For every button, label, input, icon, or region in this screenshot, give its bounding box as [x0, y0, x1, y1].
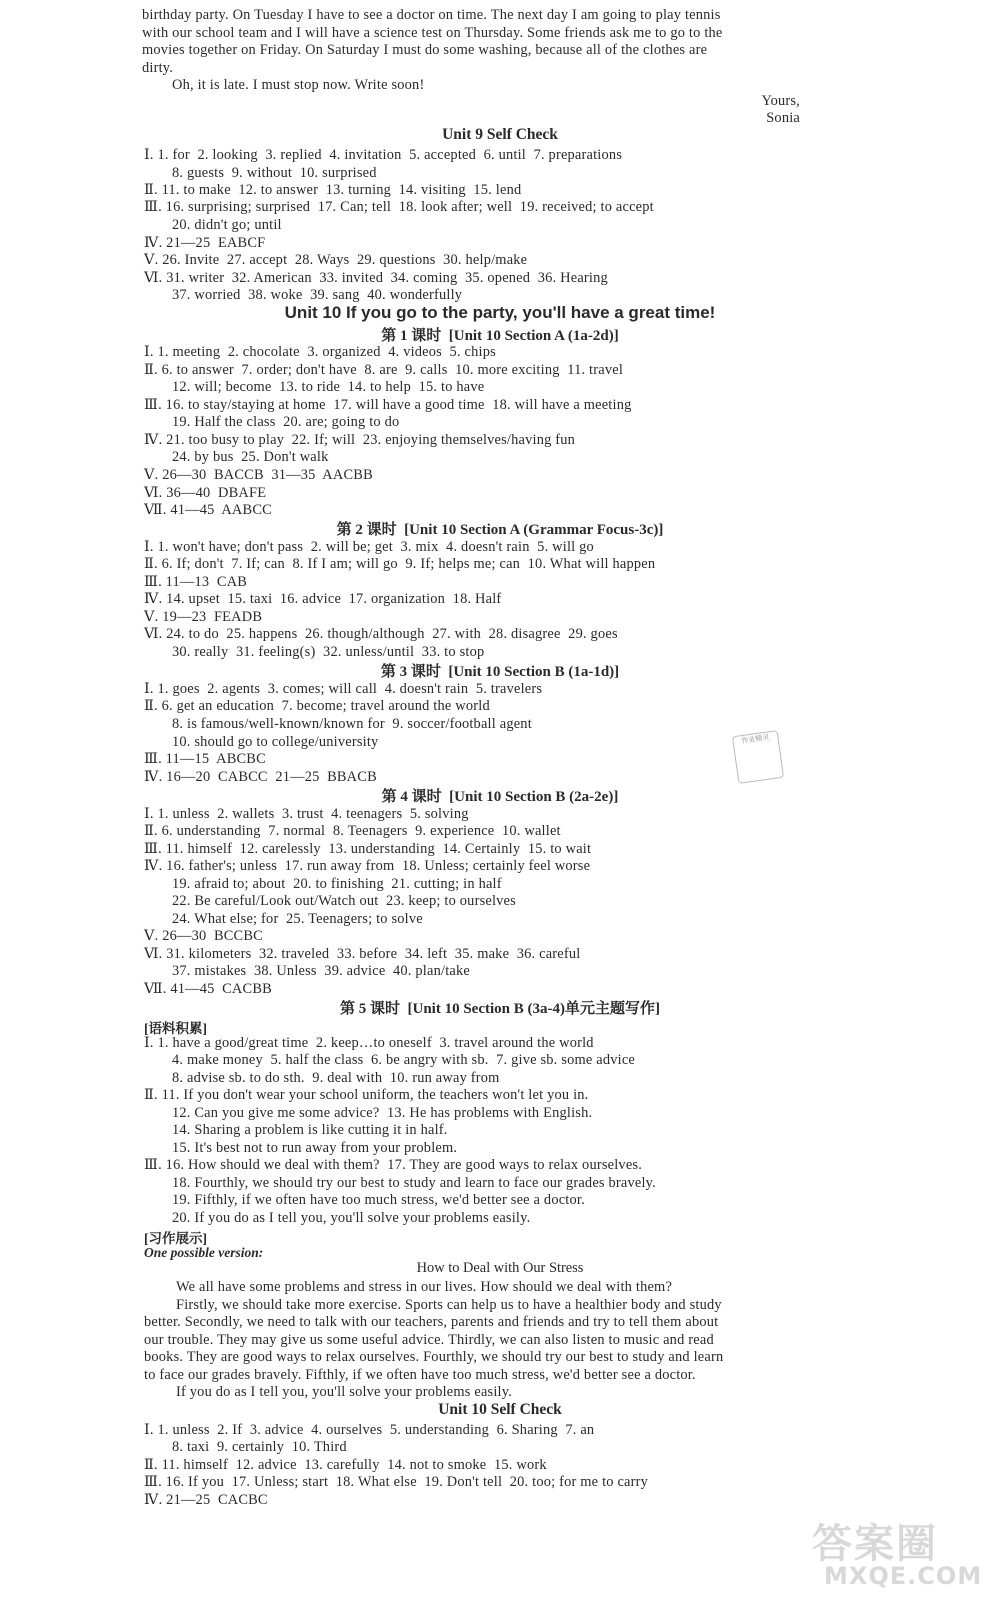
- stamp-text: 作业精灵: [741, 733, 770, 746]
- answer-line: Ⅱ. 11. to make 12. to answer 13. turning 14. visiting 15. lend: [144, 182, 522, 198]
- answer-line: Ⅰ. 1. for 2. looking 3. replied 4. invitation 5. accepted 6. until 7. preparations: [144, 147, 623, 163]
- answer-line: 18. Fourthly, we should try our best to study and learn to face our grades bravely.: [172, 1175, 656, 1191]
- section-tag: [习作展示]: [144, 1231, 207, 1246]
- answer-line: 15. It's best not to run away from your problem.: [172, 1140, 458, 1156]
- answer-line: Ⅴ. 26—30 BCCBC: [144, 928, 263, 944]
- essay-line: If you do as I tell you, you'll solve your problems easily.: [176, 1384, 512, 1400]
- answer-line: Ⅰ. 1. have a good/great time 2. keep…to oneself 3. travel around the world: [144, 1035, 594, 1051]
- answer-line: 37. mistakes 38. Unless 39. advice 40. plan/take: [172, 963, 470, 979]
- watermark-logo: [802, 1512, 982, 1592]
- answer-line: Ⅲ. 11—15 ABCBC: [144, 751, 266, 767]
- answer-line: Ⅳ. 14. upset 15. taxi 16. advice 17. organization 18. Half: [144, 591, 502, 607]
- letter-line: dirty.: [142, 60, 174, 76]
- letter-line: birthday party. On Tuesday I have to see a doctor on time. The next day I am going to play tennis: [142, 7, 721, 23]
- answer-line: Ⅲ. 16. How should we deal with them? 17. They are good ways to relax ourselves.: [144, 1157, 643, 1173]
- answer-line: 8. guests 9. without 10. surprised: [172, 165, 377, 181]
- answer-line: 8. advise sb. to do sth. 9. deal with 10. run away from: [172, 1070, 500, 1086]
- answer-line: Ⅳ. 16. father's; unless 17. run away from 18. Unless; certainly feel worse: [144, 858, 591, 874]
- answer-line: Ⅲ. 16. to stay/staying at home 17. will have a good time 18. will have a meeting: [144, 397, 632, 413]
- answer-line: 12. Can you give me some advice? 13. He has problems with English.: [172, 1105, 593, 1121]
- answer-line: Ⅱ. 11. himself 12. advice 13. carefully 14. not to smoke 15. work: [144, 1457, 547, 1473]
- letter-line: Oh, it is late. I must stop now. Write soon!: [172, 77, 425, 93]
- answer-line: 19. Half the class 20. are; going to do: [172, 414, 400, 430]
- answer-line: Ⅱ. 11. If you don't wear your school uniform, the teachers won't let you in.: [144, 1087, 589, 1103]
- answer-line: Ⅳ. 21. too busy to play 22. If; will 23. enjoying themselves/having fun: [144, 432, 576, 448]
- answer-line: Ⅰ. 1. unless 2. wallets 3. trust 4. teenagers 5. solving: [144, 806, 469, 822]
- essay-line: our trouble. They may give us some useful advice. Thirdly, we can also listen to music and read: [144, 1332, 714, 1348]
- answer-line: Ⅲ. 11. himself 12. carelessly 13. understanding 14. Certainly 15. to wait: [144, 841, 592, 857]
- answer-line: Ⅲ. 16. If you 17. Unless; start 18. What else 19. Don't tell 20. too; for me to carry: [144, 1474, 649, 1490]
- answer-line: 37. worried 38. woke 39. sang 40. wonderfully: [172, 287, 463, 303]
- essay-title: How to Deal with Our Stress: [416, 1260, 584, 1276]
- letter-line: with our school team and I will have a science test on Thursday. Some friends ask me to go to the: [142, 25, 723, 41]
- section-title: Unit 9 Self Check: [442, 126, 558, 143]
- answer-line: Ⅲ. 16. surprising; surprised 17. Can; tell 18. look after; well 19. received; to accept: [144, 199, 654, 215]
- answer-line: Ⅵ. 31. kilometers 32. traveled 33. before 34. left 35. make 36. careful: [144, 946, 581, 962]
- answer-line: 12. will; become 13. to ride 14. to help 15. to have: [172, 379, 485, 395]
- answer-line: Ⅲ. 11—13 CAB: [144, 574, 248, 590]
- answer-line: Ⅰ. 1. meeting 2. chocolate 3. organized 4. videos 5. chips: [144, 344, 496, 360]
- lesson-title: 第 5 课时 [Unit 10 Section B (3a-4)单元主题写作]: [340, 1001, 660, 1017]
- answer-line: 22. Be careful/Look out/Watch out 23. keep; to ourselves: [172, 893, 516, 909]
- answer-line: Ⅰ. 1. goes 2. agents 3. comes; will call 4. doesn't rain 5. travelers: [144, 681, 543, 697]
- version-label: One possible version:: [144, 1245, 264, 1260]
- answer-line: Ⅶ. 41—45 AABCC: [144, 502, 272, 518]
- answer-line: 10. should go to college/university: [172, 734, 379, 750]
- answer-line: Ⅱ. 6. understanding 7. normal 8. Teenagers 9. experience 10. wallet: [144, 823, 561, 839]
- answer-line: Ⅶ. 41—45 CACBB: [144, 981, 272, 997]
- answer-line: 20. didn't go; until: [172, 217, 282, 233]
- section-tag: [语料积累]: [144, 1021, 207, 1036]
- answer-line: Ⅴ. 26—30 BACCB 31—35 AACBB: [144, 467, 373, 483]
- lesson-title: 第 4 课时 [Unit 10 Section B (2a-2e)]: [381, 789, 619, 805]
- answer-line: Ⅳ. 21—25 CACBC: [144, 1492, 268, 1508]
- answer-line: 4. make money 5. half the class 6. be angry with sb. 7. give sb. some advice: [172, 1052, 636, 1068]
- watermark-text: 答案圈: [812, 1521, 938, 1567]
- answer-line: 20. If you do as I tell you, you'll solve your problems easily.: [172, 1210, 531, 1226]
- essay-line: books. They are good ways to relax ourselves. Fourthly, we should try our best to study and learn: [144, 1349, 724, 1365]
- answer-line: Ⅴ. 19—23 FEADB: [144, 609, 263, 625]
- lesson-title: 第 2 课时 [Unit 10 Section A (Grammar Focus-3c)]: [336, 522, 664, 538]
- unit-title: Unit 10 If you go to the party, you'll have a great time!: [284, 303, 716, 322]
- answer-line: 24. What else; for 25. Teenagers; to solve: [172, 911, 423, 927]
- answer-line: 30. really 31. feeling(s) 32. unless/until 33. to stop: [172, 644, 485, 660]
- answer-line: 19. Fifthly, if we often have too much stress, we'd better see a doctor.: [172, 1192, 585, 1208]
- answer-line: 8. is famous/well-known/known for 9. soccer/football agent: [172, 716, 532, 732]
- answer-line: Ⅳ. 21—25 EABCF: [144, 235, 266, 251]
- answer-line: Ⅵ. 31. writer 32. American 33. invited 34. coming 35. opened 36. Hearing: [144, 270, 608, 286]
- answer-line: Ⅱ. 6. get an education 7. become; travel around the world: [144, 698, 490, 714]
- answer-line: Ⅵ. 36—40 DBAFE: [144, 485, 267, 501]
- answer-line: Ⅰ. 1. unless 2. If 3. advice 4. ourselves 5. understanding 6. Sharing 7. an: [144, 1422, 595, 1438]
- answer-line: Ⅴ. 26. Invite 27. accept 28. Ways 29. questions 30. help/make: [144, 252, 528, 268]
- watermark-url: MXQE.COM: [824, 1562, 983, 1590]
- answer-line: Ⅱ. 6. to answer 7. order; don't have 8. are 9. calls 10. more exciting 11. travel: [144, 362, 624, 378]
- lesson-title: 第 3 课时 [Unit 10 Section B (1a-1d)]: [380, 664, 620, 680]
- answer-line: 24. by bus 25. Don't walk: [172, 449, 329, 465]
- essay-line: better. Secondly, we need to talk with our teachers, parents and friends and try to tell them about: [144, 1314, 719, 1330]
- answer-line: Ⅰ. 1. won't have; don't pass 2. will be; get 3. mix 4. doesn't rain 5. will go: [144, 539, 594, 555]
- answer-line: Ⅳ. 16—20 CABCC 21—25 BBACB: [144, 769, 377, 785]
- essay-line: Firstly, we should take more exercise. Sports can help us to have a healthier body and study: [176, 1297, 722, 1313]
- answer-line: 8. taxi 9. certainly 10. Third: [172, 1439, 347, 1455]
- essay-line: to face our grades bravely. Fifthly, if we often have too much stress, we'd better see a doctor.: [144, 1367, 696, 1383]
- letter-signature: Sonia: [766, 110, 800, 126]
- stamp-mark: [732, 730, 784, 784]
- section-title: Unit 10 Self Check: [438, 1401, 562, 1418]
- answer-line: Ⅵ. 24. to do 25. happens 26. though/although 27. with 28. disagree 29. goes: [144, 626, 618, 642]
- answer-line: 19. afraid to; about 20. to finishing 21. cutting; in half: [172, 876, 502, 892]
- answer-line: Ⅱ. 6. If; don't 7. If; can 8. If I am; will go 9. If; helps me; can 10. What will happen: [144, 556, 656, 572]
- lesson-title: 第 1 课时 [Unit 10 Section A (1a-2d)]: [381, 328, 619, 344]
- essay-line: We all have some problems and stress in our lives. How should we deal with them?: [176, 1279, 673, 1295]
- letter-line: movies together on Friday. On Saturday I must do some washing, because all of the clothes are: [142, 42, 708, 58]
- letter-closing: Yours,: [761, 93, 800, 109]
- answer-line: 14. Sharing a problem is like cutting it in half.: [172, 1122, 448, 1138]
